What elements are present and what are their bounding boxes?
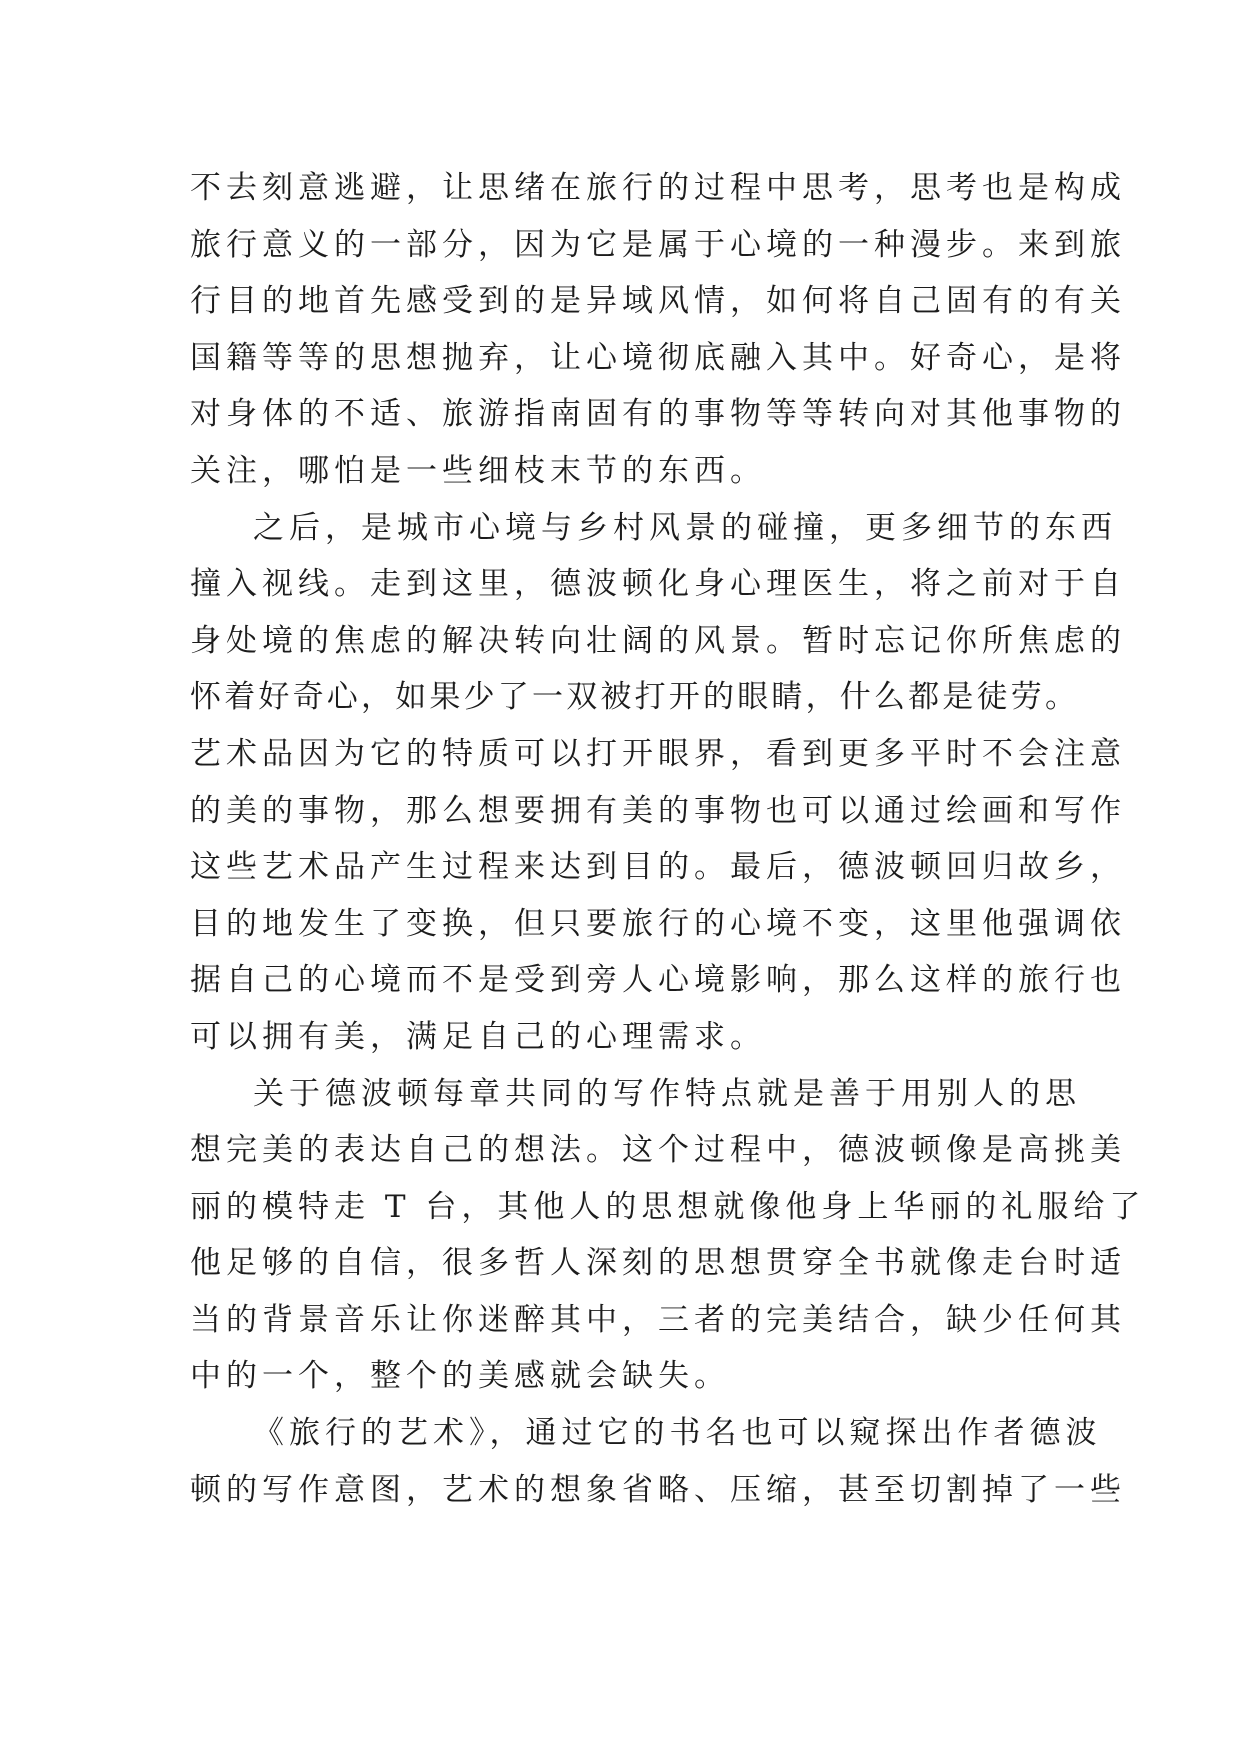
text-line: 旅行意义的一部分，因为它是属于心境的一种漫步。来到旅	[190, 226, 1126, 263]
text-line: 顿的写作意图，艺术的想象省略、压缩，甚至切割掉了一些	[190, 1471, 1126, 1508]
text-line: 想完美的表达自己的想法。这个过程中，德波顿像是高挑美	[190, 1132, 1126, 1169]
text-line: 中的一个，整个的美感就会缺失。	[190, 1358, 730, 1395]
text-line: 这些艺术品产生过程来达到目的。最后，德波顿回归故乡，	[190, 849, 1126, 886]
text-line: 国籍等等的思想抛弃，让心境彻底融入其中。好奇心，是将	[190, 339, 1126, 376]
paragraph-first-line: 《旅行的艺术》，通过它的书名也可以窥探出作者德波	[253, 1415, 1102, 1452]
paragraph-first-line: 之后，是城市心境与乡村风景的碰撞，更多细节的东西	[253, 509, 1117, 546]
text-line: 他足够的自信，很多哲人深刻的思想贯穿全书就像走台时适	[190, 1245, 1126, 1282]
text-line: 身处境的焦虑的解决转向壮阔的风景。暂时忘记你所焦虑的	[190, 622, 1126, 659]
text-line: 怀着好奇心，如果少了一双被打开的眼睛，什么都是徒劳。	[190, 679, 1080, 716]
text-line: 丽的模特走 T 台，其他人的思想就像他身上华丽的礼服给了	[190, 1188, 1146, 1225]
text-line: 对身体的不适、旅游指南固有的事物等等转向对其他事物的	[190, 396, 1126, 433]
text-line: 不去刻意逃避，让思绪在旅行的过程中思考，思考也是构成	[190, 170, 1126, 206]
text-line: 的美的事物，那么想要拥有美的事物也可以通过绘画和写作	[190, 792, 1126, 829]
paragraph-first-line: 关于德波顿每章共同的写作特点就是善于用别人的思	[253, 1075, 1081, 1112]
text-line: 艺术品因为它的特质可以打开眼界，看到更多平时不会注意	[190, 735, 1126, 772]
text-line: 关注，哪怕是一些细枝末节的东西。	[190, 452, 766, 489]
text-line: 撞入视线。走到这里，德波顿化身心理医生，将之前对于自	[190, 566, 1126, 603]
text-line: 当的背景音乐让你迷醉其中，三者的完美结合，缺少任何其	[190, 1301, 1126, 1338]
text-line: 可以拥有美，满足自己的心理需求。	[190, 1018, 766, 1055]
body-text	[190, 160, 1146, 1518]
text-line: 行目的地首先感受到的是异域风情，如何将自己固有的有关	[190, 283, 1126, 320]
text-line: 目的地发生了变换，但只要旅行的心境不变，这里他强调依	[190, 905, 1126, 942]
text-line: 据自己的心境而不是受到旁人心境影响，那么这样的旅行也	[190, 962, 1126, 999]
